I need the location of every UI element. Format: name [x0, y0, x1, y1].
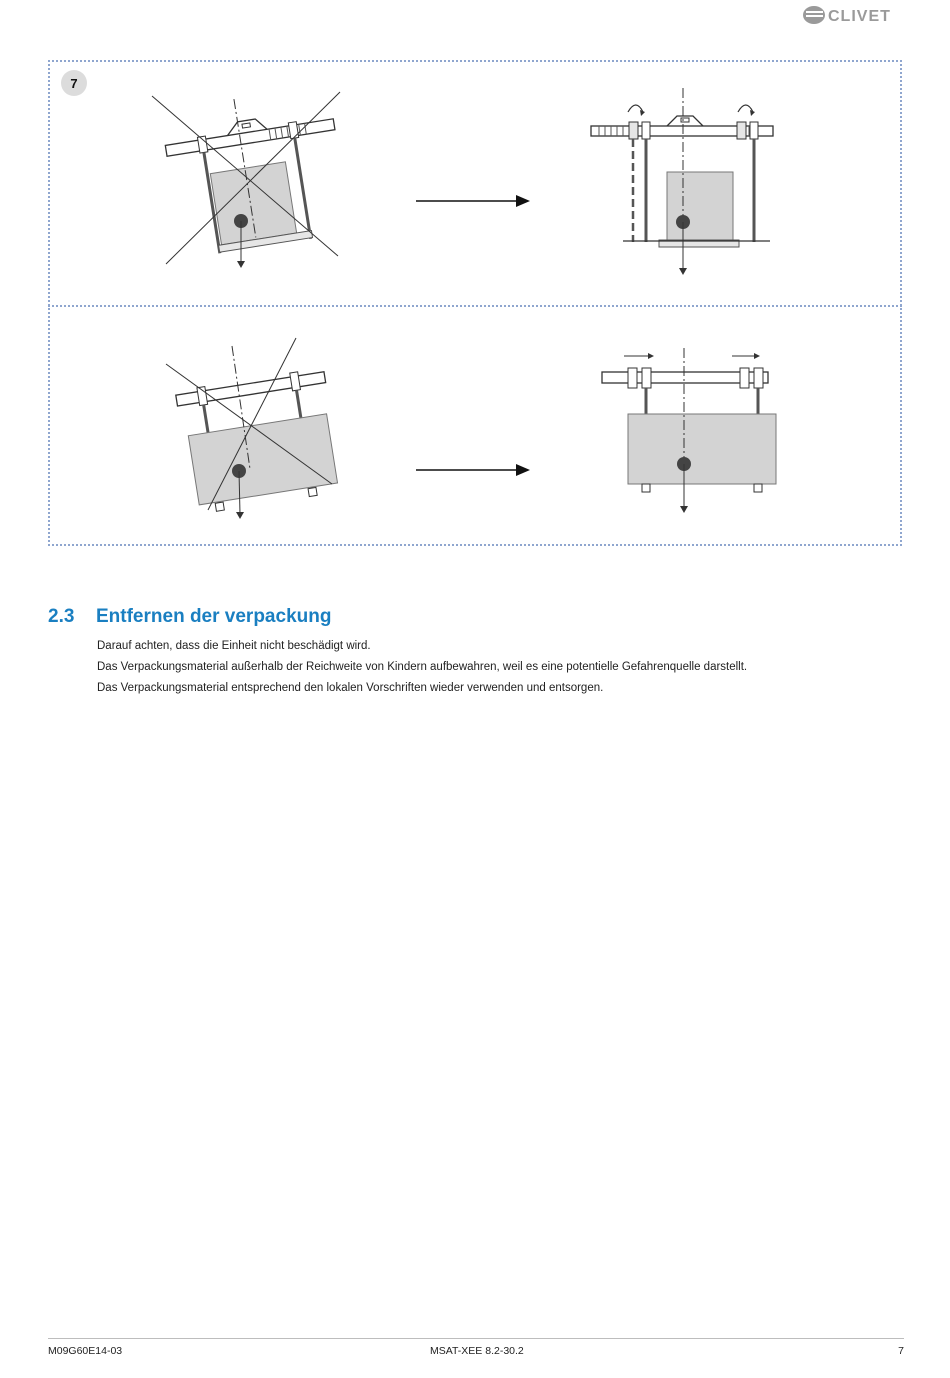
illustration-lifting-correct-top	[585, 84, 780, 279]
footer-doc-code: M09G60E14-03	[48, 1345, 123, 1357]
section-title: Entfernen der verpackung	[96, 606, 332, 627]
paragraph-2: Das Verpackungsmaterial außerhalb der Reichweite von Kindern aufbewahren, weil es eine potentielle Gefahrenquelle darstellt.	[97, 661, 748, 673]
figure-number-badge: 7	[61, 70, 87, 96]
arrow-right-icon	[414, 193, 534, 209]
illustration-lifting-wrong-bottom	[160, 334, 340, 524]
section-number: 2.3	[48, 606, 75, 627]
section-body	[97, 636, 897, 699]
section-heading	[48, 606, 331, 628]
clivet-logo	[800, 2, 906, 28]
footer-page-number: 7	[898, 1345, 904, 1357]
paragraph-1: Darauf achten, dass die Einheit nicht beschädigt wird.	[97, 640, 371, 652]
footer-rule	[48, 1338, 904, 1339]
figure-divider	[48, 305, 902, 307]
illustration-lifting-correct-bottom	[598, 342, 783, 517]
clivet-logo-mark	[803, 6, 825, 24]
footer-model: MSAT-XEE 8.2-30.2	[430, 1345, 524, 1357]
illustration-lifting-wrong-top	[148, 88, 348, 278]
arrow-right-icon	[414, 462, 534, 478]
paragraph-3: Das Verpackungsmaterial entsprechend den lokalen Vorschriften wieder verwenden und entsorgen.	[97, 682, 604, 694]
clivet-logo-text: CLIVET	[828, 8, 891, 25]
